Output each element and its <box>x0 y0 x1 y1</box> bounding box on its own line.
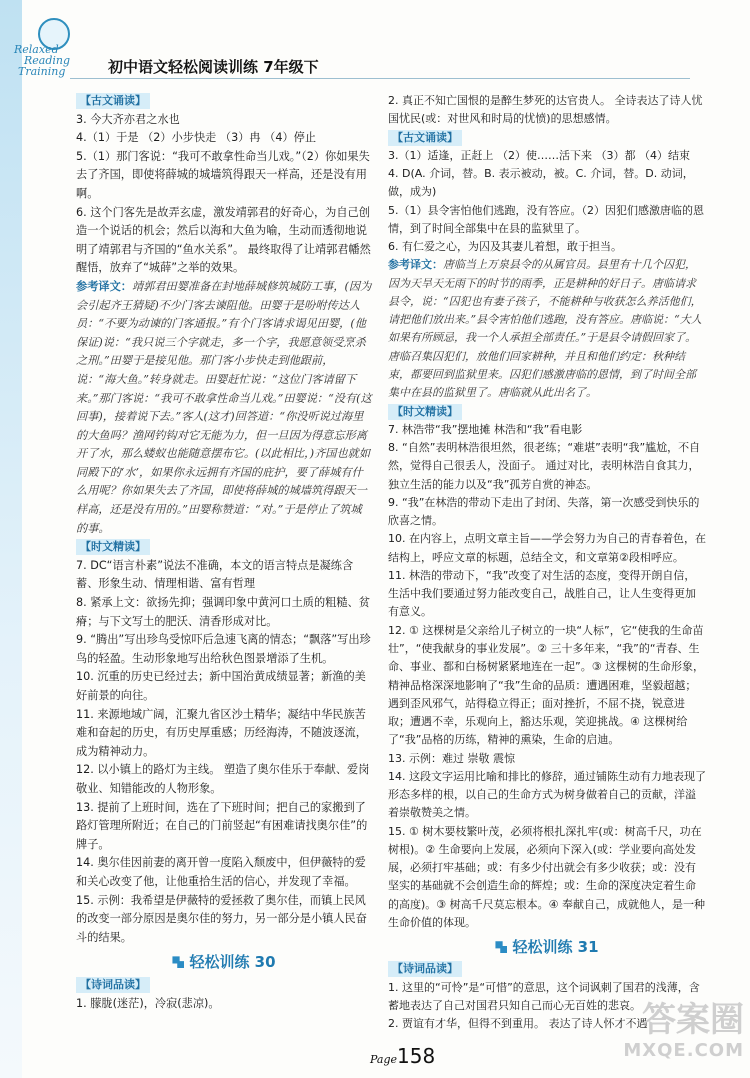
translation-label: 参考译文： <box>76 279 132 293</box>
logo-word-1: Relaxed <box>14 43 59 56</box>
training-heading-30 <box>76 953 372 972</box>
section-heading-guwen: 【古文诵读】 <box>76 93 150 109</box>
answer-line: 12. ① 这棵树是父亲给儿子树立的一块“人标”，它“使我的生命苗壮”，“使我献身的事业发展”。② 三十多年来，“我”的“青春、生命、事业、都和白杨树紧紧地连在一起”。③ 这棵树的生命形象，精神品格深深地影响了“我”生命的品质：遭遇困难，坚毅超越；遇到歪风邪气，站得稳立得正；面对挫折，不屈不挠，锐意进取；遭遇不幸，乐观向上，豁达乐观，笑迎挑战。④ 这棵树给了“我”品格的历练，精神的熏染，生命的启迪。 <box>388 623 705 747</box>
answer-line: 1. 这里的“可怜”是“可惜”的意思，这个词讽刺了国君的浅薄，含蓄地表达了自己对国君只知自己而心无百姓的悲哀。 <box>388 980 700 1013</box>
answer-line: 10. 沉重的历史已经过去；新中国治黄成绩显著；新渔的美好前景的向往。 <box>76 670 366 702</box>
answer-line: 9. “腾出”写出珍鸟受惊吓后急速飞离的情态；“飘落”写出珍鸟的轻盈。生动形象地写出给秋色图景增添了生机。 <box>76 633 371 665</box>
answer-line: 15. ① 树木要枝繁叶茂，必须将根扎深扎牢(或：树高千尺，功在树根)。② 生命要向上发展，必须向下深入(或：学业要向高处发展，必须打牢基础；或：有多少付出就会有多少收获；或：没有坚实的基础就不会创造生命的辉煌；或：生命的深度决定着生命的高度)。③ 树高千尺莫忘根本。④ 奉献自己，成就他人，是一种生命价值的体现。 <box>388 824 706 929</box>
answer-line: 11. 林浩的带动下，“我”改变了对生活的态度，变得开朗自信，生活中我们要通过努力能改变自己，战胜自己，让人生变得更加有意义。 <box>388 568 696 619</box>
left-column <box>76 92 372 1013</box>
answer-line: 4. D(A. 介词，替。B. 表示被动，被。C. 介词，替。D. 动词，做，成为) <box>388 167 694 199</box>
training-title: 轻松训练 31 <box>512 938 599 957</box>
training-title: 轻松训练 30 <box>189 953 276 972</box>
translation-label: 参考译文： <box>388 258 443 272</box>
answer-line: 13. 示例：难过 崇敬 震惊 <box>388 751 515 765</box>
watermark-line-2: MXQE.COM <box>623 1040 744 1061</box>
logo-word-3: Training <box>18 65 66 78</box>
page-label: Page <box>370 1053 398 1066</box>
answer-line: 15. 示例：我希望是伊薇特的爱拯救了奥尔佳，而镇上民风的改变一部分原因是奥尔佳的努力，另一部分是小镇人民奋斗的结果。 <box>76 893 367 944</box>
section-heading-guwen: 【古文诵读】 <box>388 130 462 146</box>
translation-text: 唐临当上万泉县令的从属官员。县里有十几个囚犯，因为天旱天无雨下的时节的雨季，正是耕种的好日子。唐临请求县令，说：“囚犯也有妻子孩子，不能耕种与收获怎么养活他们，请把他们放出来。”县令害怕他们逃跑，没有答应。唐临说：“大人如果有所顾忌，我一个人承担全部责任。”于是县令请假回家了。唐临召集囚犯们，放他们回家耕种，并且和他们约定：秋种结束，都要回到监狱里来。囚犯们感激唐临的恩情，到了时间全部集中在县的监狱里了。唐临就从此出名了。 <box>388 258 702 400</box>
answer-line: 9. “我”在林浩的带动下走出了封闭、失落，第一次感受到快乐的欣喜之情。 <box>388 495 700 528</box>
answer-line: 14. 这段文字运用比喻和排比的修辞，通过铺陈生动有力地表现了形态多样的根，以自己的生命方式为树身做着自己的贡献，洋溢着崇敬赞美之情。 <box>388 769 706 820</box>
section-heading-shiwen: 【时文精读】 <box>76 539 150 555</box>
logo-word-2: Reading <box>24 54 71 67</box>
translation-text: 靖郭君田婴准备在封地薛城修筑城防工事，(因为会引起齐王猜疑)不少门客去谏阻他。田婴于是吩咐传达人员：“不要为动谏的门客通报。”有个门客请求谒见田婴，(他保证)说：“我只说三个字就走，多一个字，我愿意领受烹杀之刑。”田婴于是接见他。那门客小步快走到他跟前，说：“海大鱼。”转身就走。田婴赶忙说：“这位门客请留下来。”那门客说：“我可不敢拿性命当儿戏。”田婴说：“没有(这回事)，接着说下去。”客人(这才)回答道：“你没听说过海里的大鱼吗？渔网钓钩对它无能为力，但一旦因为得意忘形离开了水，那么蝼蚁也能随意摆布它。(以此相比，)齐国也就如同殿下的‘水’，如果你永远拥有齐国的庇护，要了薛城有什么用呢？你如果失去了齐国，即使将薛城的城墙筑得跟天一样高，还是没有用的。”田婴称赞道：“对。”于是停止了筑城的事。 <box>76 279 372 535</box>
section-heading-shiwen: 【时文精读】 <box>388 404 462 420</box>
answer-line: 8. 紧承上文：欲扬先抑；强调印象中黄河口土质的粗糙、贫瘠；与下文写土的肥沃、清香形成对比。 <box>76 596 370 628</box>
page-number-value: 158 <box>397 1044 436 1068</box>
section-heading-shici: 【诗词品读】 <box>76 977 150 993</box>
answer-line: 13. 提前了上班时间，选在了下班时间；把自己的家搬到了路灯管理所附近；在自己的门前竖起“有困难请找奥尔佳”的牌子。 <box>76 800 368 851</box>
reference-translation <box>76 278 372 538</box>
answer-line: 4.（1）于是 （2）小步快走 （3）冉 （4）停止 <box>76 131 317 145</box>
answer-line: 2. 贾谊有才华，但得不到重用。 表达了诗人怀才不遇 <box>388 1017 648 1031</box>
answer-line: 7. 林浩带“我”摆地摊 林浩和“我”看电影 <box>388 422 583 436</box>
answer-line: 11. 来源地域广阔，汇聚九省区沙土精华；凝结中华民族苦难和奋起的历史，有历史厚重感；历经海涛，不随波逐流，成为精神动力。 <box>76 707 367 758</box>
site-watermark <box>574 1000 744 1070</box>
answer-line: 1. 朦胧(迷茫)，冷寂(悲凉)。 <box>76 996 220 1010</box>
answer-line: 3.（1）适逢，正赶上 （2）使……活下来 （3）都 （4）结束 <box>388 148 690 162</box>
book-title: 初中语文轻松阅读训练 7年级下 <box>108 58 319 76</box>
answer-line: 5.（1）那门客说：“我可不敢拿性命当儿戏。”（2）你如果失去了齐国，即使将薛城的城墙筑得跟天一样高，还是没有用啊。 <box>76 149 370 200</box>
publisher-logo <box>14 18 94 78</box>
answer-line: 14. 奥尔佳因前妻的离开曾一度陷入颓废中，但伊薇特的爱和关心改变了他，让他重拾生活的信心，并发现了幸福。 <box>76 856 366 888</box>
puzzle-icon <box>495 941 507 953</box>
section-heading-shici: 【诗词品读】 <box>388 961 462 977</box>
puzzle-icon <box>172 956 184 968</box>
answer-line: 12. 以小镇上的路灯为主线。 塑造了奥尔佳乐于奉献、爱岗敬业、知错能改的人物形象。 <box>76 763 370 795</box>
answer-line: 10. 在内容上，点明文章主旨——学会努力为自己的青春着色，在结构上，呼应文章的标题，总结全文，和文章第②段相呼应。 <box>388 532 706 564</box>
answer-line: 2. 真正不知亡国恨的是醉生梦死的达官贵人。 全诗表达了诗人忧国忧民(或：对世风和时局的忧愤)的思想感情。 <box>388 94 703 126</box>
answer-line: 8. “自然”表明林浩很坦然，很老练；“难堪”表明“我”尴尬，不自然，觉得自己很丢人，没面子。 通过对比，表明林浩自食其力，独立生活的能力以及“我”孤芳自赏的神态。 <box>388 441 701 491</box>
answer-line: 3. 今大齐亦君之水也 <box>76 112 180 126</box>
answer-line: 6. 这个门客先是故弄玄虚，激发靖郭君的好奇心，为自己创造一个说话的机会；然后以海和大鱼为喻，生动而透彻地说明了靖郭君与齐国的“鱼水关系”。 最终取得了让靖郭君幡然醒悟，放弃了“城薛”之举的效果。 <box>76 205 371 275</box>
reference-translation <box>388 256 706 402</box>
training-heading-31 <box>388 938 706 956</box>
watermark-line-1: 答案圈 <box>642 1000 744 1040</box>
answer-line: 5.（1）县令害怕他们逃跑，没有答应。（2）因犯们感激唐临的恩情，到了时间全部集中在县的监狱里了。 <box>388 203 704 235</box>
answer-line: 7. DC“语言朴素”说法不准确，本文的语言特点是凝练含蓄、形象生动、情理相谐、富有哲理 <box>76 558 354 591</box>
header-divider <box>70 78 690 79</box>
right-column <box>388 92 706 1034</box>
decorative-side-bar <box>0 0 22 1078</box>
page-number <box>370 1044 435 1068</box>
answer-line: 6. 有仁爱之心，为囚及其妻儿着想，敢于担当。 <box>388 240 622 254</box>
